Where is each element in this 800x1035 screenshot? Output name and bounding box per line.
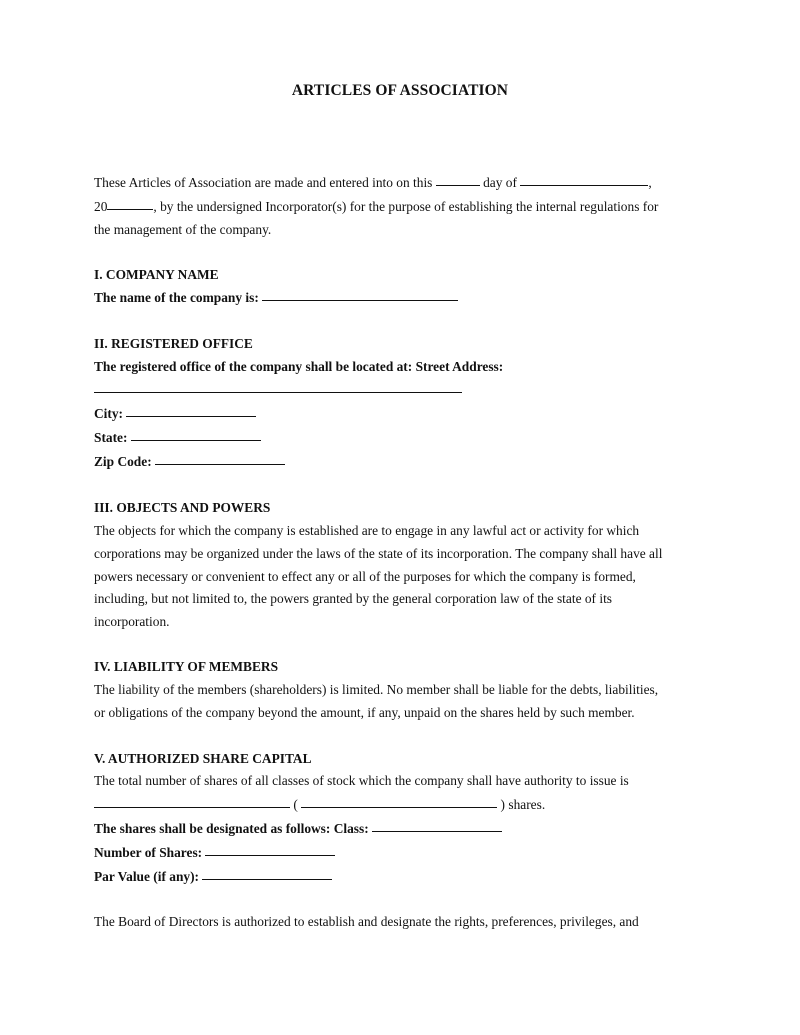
share-class-row (94, 820, 502, 838)
board-line: The Board of Directors is authorized to establish and designate the rights, preferences, privileges, and (94, 914, 639, 929)
objects-line: including, but not limited to, the powers granted by the general corporation law of the state of its (94, 591, 613, 606)
city-blank[interactable] (126, 404, 256, 417)
section-3-heading: III. OBJECTS AND POWERS (94, 500, 271, 515)
share-class-blank[interactable] (372, 819, 502, 832)
par-value-label: Par Value (if any): (94, 869, 200, 884)
zip-row (94, 453, 285, 471)
section-2-heading: II. REGISTERED OFFICE (94, 336, 253, 351)
intro-line-3 (94, 221, 271, 239)
number-of-shares-row (94, 844, 335, 862)
section-1-heading: I. COMPANY NAME (94, 267, 219, 282)
share-count-row (94, 796, 545, 814)
liability-line: or obligations of the company beyond the amount, if any, unpaid on the shares held by such member. (94, 705, 635, 720)
share-count-blank[interactable] (94, 795, 290, 808)
office-label: The registered office of the company shall be located at: Street Address: (94, 359, 504, 374)
intro-comma: , (648, 175, 652, 190)
intro-year-prefix: 20 (94, 199, 108, 214)
state-blank[interactable] (131, 428, 261, 441)
number-of-shares-label: Number of Shares: (94, 845, 203, 860)
objects-line: incorporation. (94, 614, 170, 629)
company-name-blank[interactable] (262, 288, 458, 301)
company-name-row (94, 289, 458, 307)
intro-text-1: These Articles of Association are made and entered into on this (94, 175, 433, 190)
paren-open: ( (293, 797, 298, 812)
state-label: State: (94, 430, 128, 445)
par-value-row (94, 868, 332, 886)
street-address-blank[interactable] (94, 380, 462, 393)
section-4-heading: IV. LIABILITY OF MEMBERS (94, 659, 279, 674)
company-name-label: The name of the company is: (94, 290, 259, 305)
day-blank[interactable] (436, 173, 480, 186)
intro-text-3: , by the undersigned Incorporator(s) for the purpose of establishing the internal regulations for (153, 199, 659, 214)
intro-line-2 (94, 198, 658, 216)
intro-text-4: the management of the company. (94, 222, 272, 237)
intro-line-1 (94, 174, 652, 192)
share-capital-line: The total number of shares of all classes of stock which the company shall have authority to issue is (94, 773, 629, 788)
year-blank[interactable] (107, 197, 153, 210)
paren-close: ) shares. (500, 797, 546, 812)
city-label: City: (94, 406, 124, 421)
zip-blank[interactable] (155, 452, 285, 465)
state-row (94, 429, 261, 447)
month-blank[interactable] (520, 173, 648, 186)
liability-line: The liability of the members (shareholders) is limited. No member shall be liable for the debts, liabilities, (94, 682, 659, 697)
share-count-words-blank[interactable] (301, 795, 497, 808)
intro-text-2: day of (483, 175, 517, 190)
document-title: ARTICLES OF ASSOCIATION (291, 82, 509, 99)
objects-line: The objects for which the company is established are to engage in any lawful act or activity for which (94, 523, 640, 538)
objects-line: corporations may be organized under the laws of the state of its incorporation. The company shall have all (94, 546, 663, 561)
par-value-blank[interactable] (202, 867, 332, 880)
share-class-label: The shares shall be designated as follows: Class: (94, 821, 369, 836)
number-of-shares-blank[interactable] (205, 843, 335, 856)
section-5-heading: V. AUTHORIZED SHARE CAPITAL (94, 751, 312, 766)
objects-line: powers necessary or convenient to effect any or all of the purposes for which the company is formed, (94, 569, 636, 584)
zip-label: Zip Code: (94, 454, 152, 469)
street-address-row (94, 381, 462, 399)
city-row (94, 405, 256, 423)
